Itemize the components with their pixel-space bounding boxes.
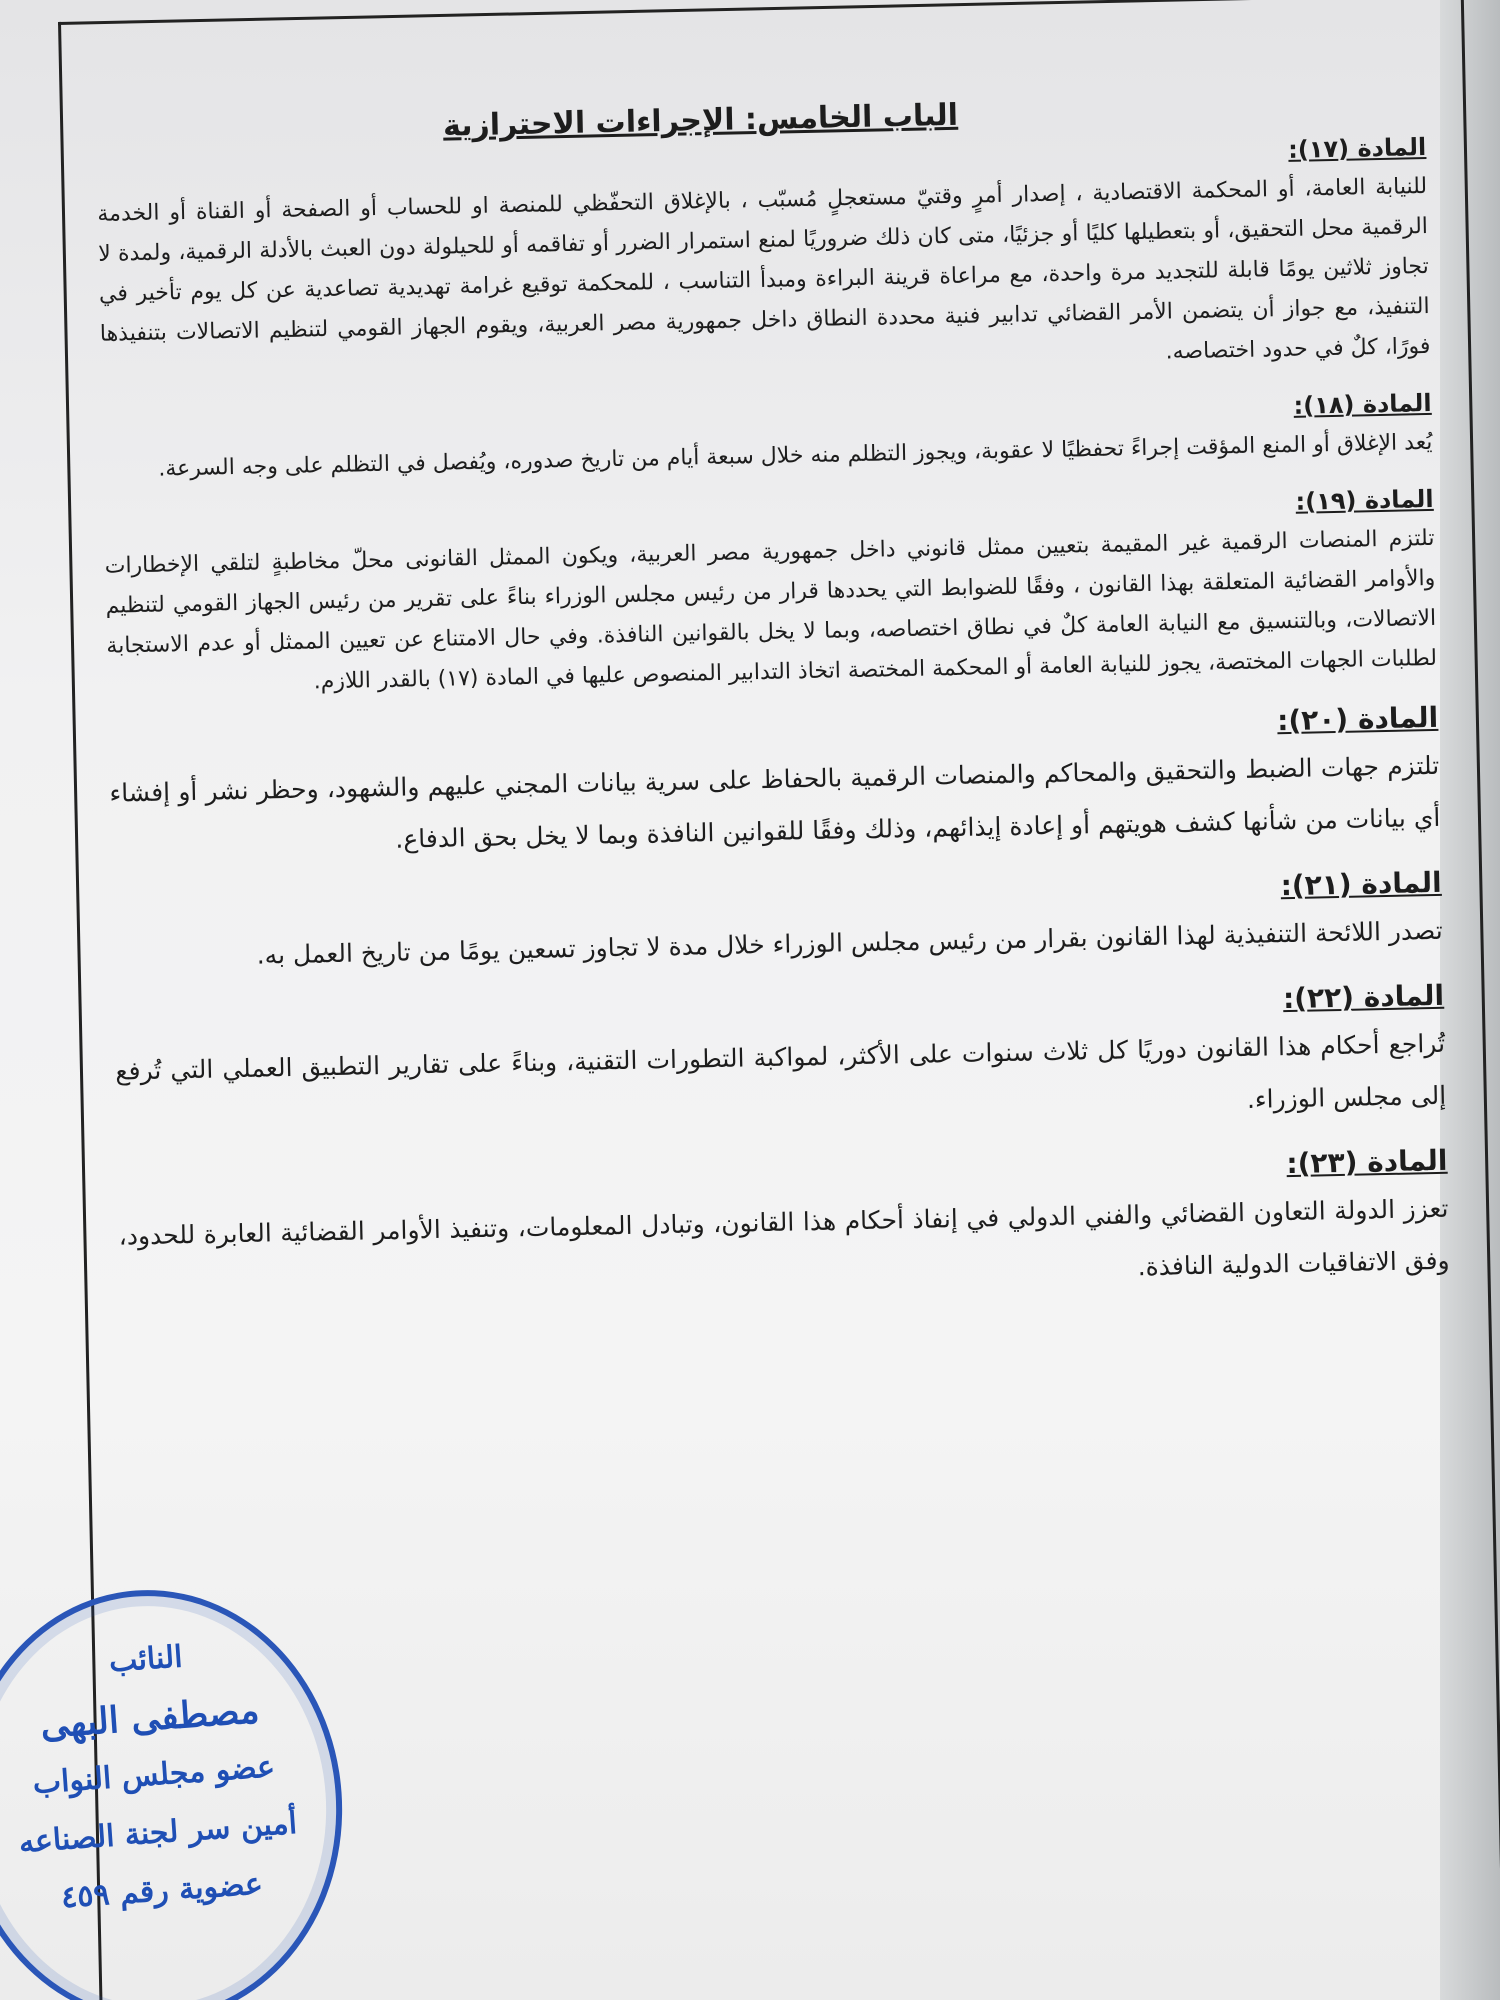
- article-heading: المادة (٢٠):: [1276, 700, 1439, 738]
- article-heading: المادة (٢١):: [1280, 865, 1442, 903]
- article-22: [114, 979, 1447, 1150]
- chapter-title: الباب الخامس: الإجراءات الاحترازية: [442, 97, 959, 144]
- stamp-title: النائب: [107, 1639, 184, 1680]
- article-21: [112, 866, 1444, 985]
- article-heading: المادة (١٨):: [1293, 388, 1432, 420]
- article-18: [102, 389, 1433, 491]
- article-heading: المادة (١٩):: [1295, 484, 1434, 516]
- article-heading: المادة (١٧):: [1287, 132, 1427, 164]
- article-body: تلتزم جهات الضبط والتحقيق والمحاكم والمنصات الرقمية بالحفاظ على سرية بيانات المجني عليهم والشهود، وحظر نشر أو إفشاء أي بيانات من شأنها كشف هويتهم أو إعادة إيذائهم، وذلك وفقًا للقوانين النافذة وبما لا يخل بحق الدفاع.: [109, 750, 1441, 854]
- document-content: [95, 88, 1450, 1337]
- article-20: [108, 701, 1441, 872]
- article-body: تعزز الدولة التعاون القضائي والفني الدولي في إنفاذ أحكام هذا القانون، وتبادل المعلومات، وتنفيذ الأوامر القضائية العابرة للحدود، وفق الاتفاقيات الدولية النافذة.: [118, 1193, 1450, 1282]
- stamp-membership: عضوية رقم ٤٥٩: [60, 1866, 264, 1916]
- article-heading: المادة (٢٣):: [1286, 1143, 1448, 1181]
- stamp-role: عضو مجلس النواب: [31, 1749, 277, 1802]
- article-body: يُعد الإغلاق أو المنع المؤقت إجراءً تحفظيًا لا عقوبة، ويجوز التظلم منه خلال سبعة أيام من تاريخ صدوره، ويُفصل في التظلم على وجه السرعة.: [158, 429, 1433, 482]
- article-17: [96, 133, 1431, 395]
- article-body: تُراجع أحكام هذا القانون دوريًا كل ثلاث سنوات على الأكثر، لمواكبة التطورات التقنية، وبناءً على تقارير التطبيق العملي التي تُرفع إلى مجلس الوزراء.: [114, 1028, 1447, 1114]
- article-23: [117, 1144, 1450, 1315]
- article-body: للنيابة العامة، أو المحكمة الاقتصادية ، إصدار أمرٍ وقتيّ مستعجلٍ مُسبّب ، بالإغلاق التحفّظي للمنصة او للحساب أو الصفحة أو القناة أو الخدمة الرقمية محل التحقيق، أو بتعطيلها كليًا أو جزئيًا، متى كان ذلك ضروريًا لمنع استمرار الضرر أو تفاقمه أو للحيلولة دون العبث بالأدلة الرقمية، ولمدة لا تجاوز ثلاثين يومًا قابلة للتجديد مرة واحدة، مع مراعاة قرينة البراءة ومبدأ التناسب ، للمحكمة توقيع غرامة تهديدية تصاعدية عن كل يوم تأخير في التنفيذ، مع جواز أن يتضمن الأمر القضائي تدابير فنية محددة النطاق داخل جمهورية مصر العربية، ويقوم الجهاز القومي لتنظيم الاتصالات بتنفيذها فورًا، كلٌ في حدود اختصاصه.: [97, 173, 1431, 365]
- article-body: تلتزم المنصات الرقمية غير المقيمة بتعيين ممثل قانوني داخل جمهورية مصر العربية، ويكون الممثل القانونى محلّ مخاطبةٍ لتلقي الإخطارات والأوامر القضائية المتعلقة بهذا القانون ، وفقًا للضوابط التي يحددها قرار من رئيس مجلس الوزراء بناءً على تقرير من رئيس الجهاز القومي لتنظيم الاتصالات، وبالتنسيق مع النيابة العامة كلٌ في نطاق اختصاصه، وبما لا يخل بالقوانين النافذة. وفي حال الامتناع عن تعيين الممثل أو عدم الاستجابة لطلبات الجهات المختصة، يجوز للنيابة العامة أو المحكمة المختصة اتخاذ التدابير المنصوص عليها في المادة (١٧) بالقدر اللازم.: [104, 525, 1438, 695]
- article-heading: المادة (٢٢):: [1282, 978, 1445, 1016]
- stamp-name: مصطفى البهى: [39, 1689, 261, 1747]
- article-body: تصدر اللائحة التنفيذية لهذا القانون بقرار من رئيس مجلس الوزراء خلال مدة لا تجاوز تسعين يومًا من تاريخ العمل به.: [256, 915, 1443, 970]
- article-19: [104, 485, 1438, 707]
- stamp-text-block: [0, 1621, 309, 1931]
- stamp-committee: أمين سر لجنة الصناعه: [17, 1805, 299, 1861]
